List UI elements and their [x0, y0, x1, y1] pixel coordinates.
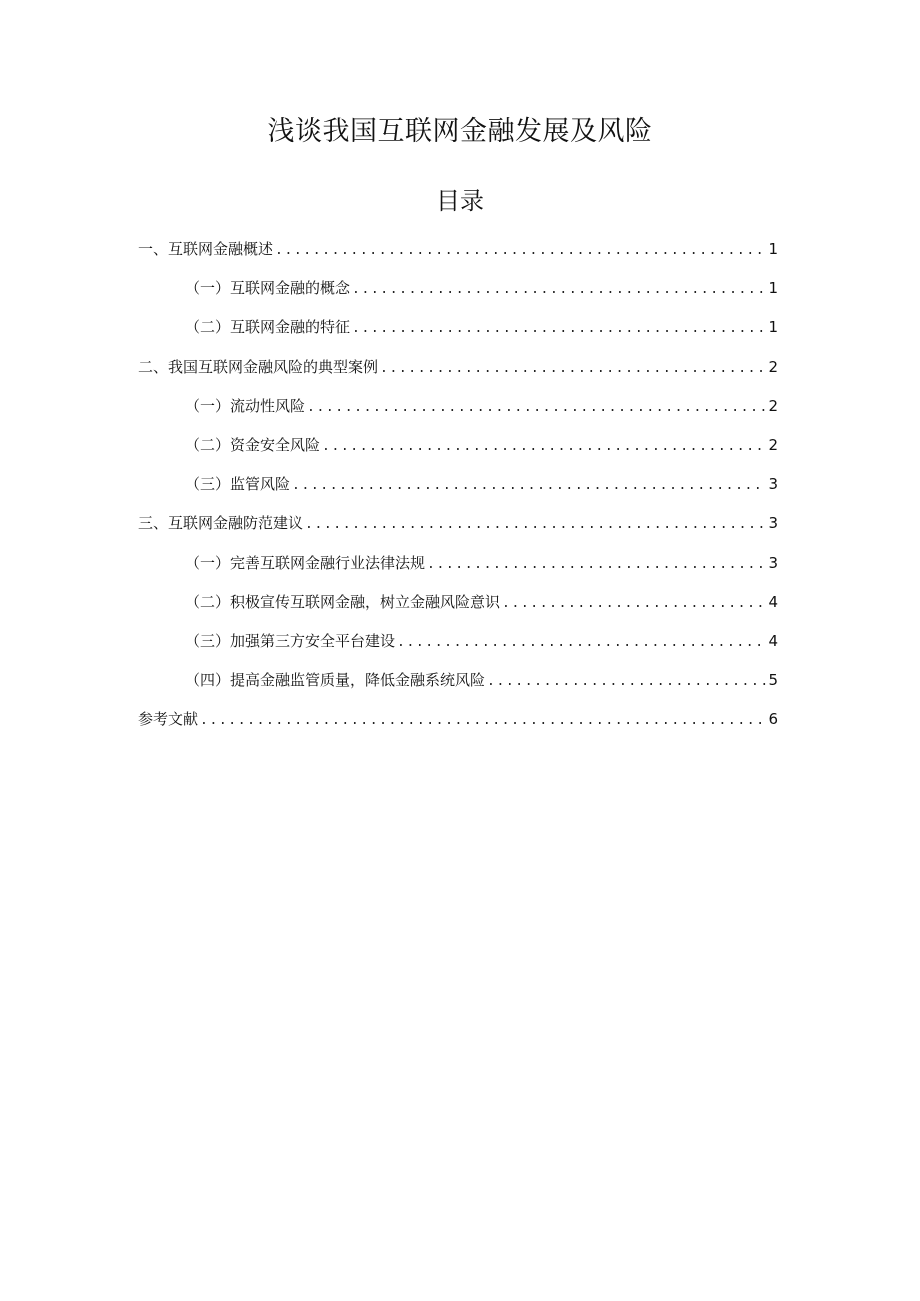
toc-entry-text: （一）流动性风险: [185, 396, 306, 415]
toc-entry-text: （三）监管风险: [185, 475, 291, 494]
toc-entry-2-3[interactable]: [138, 465, 778, 504]
toc-page-number: 4: [768, 631, 778, 650]
dot-leader: [502, 584, 766, 623]
toc-entry-2[interactable]: [138, 348, 778, 387]
dot-leader: [292, 466, 766, 505]
toc-entry-2-1[interactable]: [138, 387, 778, 426]
toc-page-number: 3: [768, 514, 778, 533]
toc-entry-text: 一、互联网金融概述: [138, 240, 274, 258]
toc-page-number: 1: [768, 279, 778, 298]
dot-leader: [397, 623, 766, 662]
dot-leader: [427, 545, 766, 584]
dot-leader: [352, 270, 766, 309]
toc-page-number: 5: [768, 671, 778, 690]
toc-page-number: 2: [768, 435, 778, 454]
dot-leader: [322, 427, 766, 466]
toc-page-number: 3: [768, 475, 778, 494]
toc-entry-text: （二）资金安全风险: [185, 435, 321, 454]
dot-leader: [200, 701, 766, 740]
toc-entry-1-2[interactable]: [138, 308, 778, 347]
dot-leader: [380, 349, 766, 388]
table-of-contents: [138, 230, 778, 739]
toc-entry-3[interactable]: [138, 504, 778, 543]
dot-leader: [275, 231, 766, 270]
toc-entry-text: （四）提高金融监管质量，降低金融系统风险: [185, 671, 486, 690]
toc-entry-text: （一）互联网金融的概念: [185, 279, 351, 298]
toc-entry-text: （二）积极宣传互联网金融，树立金融风险意识: [185, 592, 501, 611]
toc-page-number: 2: [768, 396, 778, 415]
dot-leader: [305, 505, 766, 544]
toc-entry-3-4[interactable]: [138, 661, 778, 700]
toc-entry-1-1[interactable]: [138, 269, 778, 308]
dot-leader: [307, 388, 766, 427]
toc-entry-text: （二）互联网金融的特征: [185, 318, 351, 337]
toc-entry-3-1[interactable]: [138, 544, 778, 583]
toc-entry-1[interactable]: [138, 230, 778, 269]
toc-entry-text: （三）加强第三方安全平台建设: [185, 631, 396, 650]
toc-heading: 目录: [436, 187, 484, 215]
toc-page-number: 3: [768, 553, 778, 572]
document-title: 浅谈我国互联网金融发展及风险: [267, 116, 653, 147]
toc-entry-text: 参考文献: [138, 710, 199, 729]
toc-page-number: 2: [768, 357, 778, 376]
toc-page-number: 1: [768, 318, 778, 337]
toc-page-number: 4: [768, 592, 778, 611]
toc-entry-3-2[interactable]: [138, 583, 778, 622]
dot-leader: [487, 662, 766, 701]
dot-leader: [352, 309, 766, 348]
toc-page-number: 1: [768, 240, 778, 258]
toc-entry-references[interactable]: [138, 700, 778, 739]
toc-page-number: 6: [768, 710, 778, 729]
toc-entry-text: （一）完善互联网金融行业法律法规: [185, 553, 426, 572]
toc-entry-3-3[interactable]: [138, 622, 778, 661]
toc-entry-text: 三、互联网金融防范建议: [138, 514, 304, 533]
toc-entry-text: 二、我国互联网金融风险的典型案例: [138, 357, 379, 376]
toc-entry-2-2[interactable]: [138, 426, 778, 465]
